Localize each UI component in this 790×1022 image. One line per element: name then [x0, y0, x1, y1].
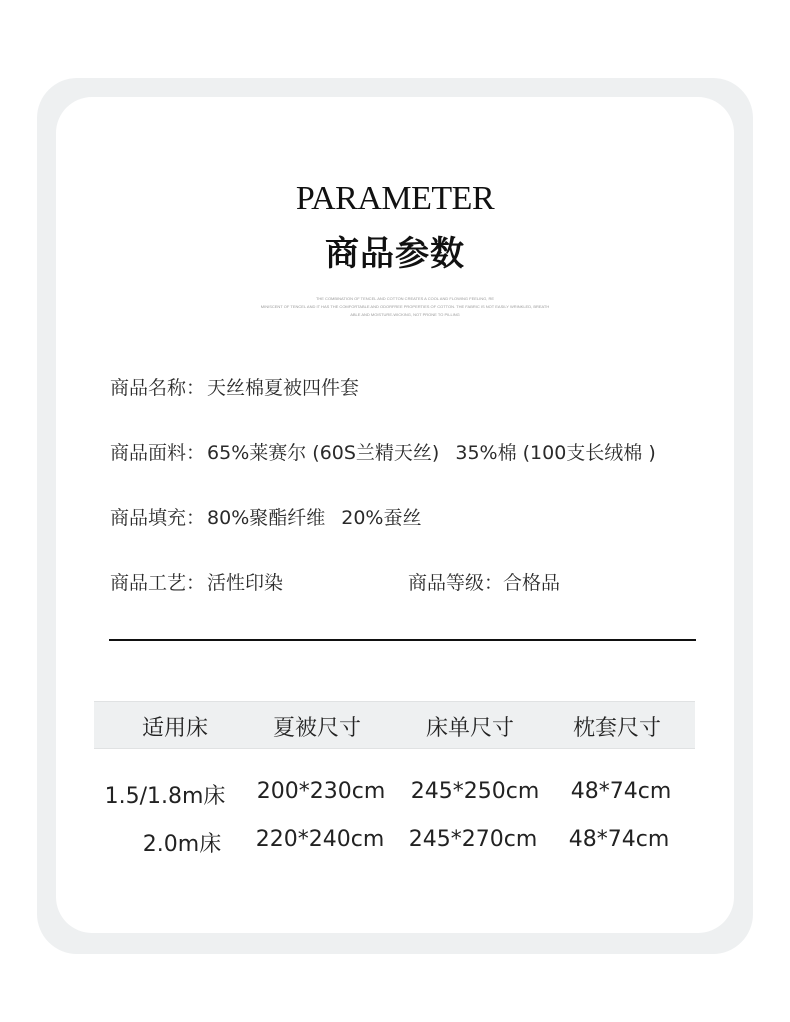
param-label: 商品等级： — [408, 572, 504, 594]
param-label: 商品面料： — [110, 442, 206, 464]
param-row-craft — [110, 568, 283, 595]
title-english: PARAMETER — [295, 180, 495, 217]
param-row-fabric — [110, 438, 656, 465]
param-row-filling — [110, 503, 421, 530]
size-table-cell: 1.5/1.8m床 — [104, 784, 226, 809]
fine-print-line: THE COMBINATION OF TENCEL AND COTTON CREATES A COOL AND FLOWING FEELING, RE — [315, 296, 495, 301]
fine-print-line: MINISCENT OF TENCEL AND IT HAS THE COMFORTABLE AND ODORFREE PROPERTIES OF COTTON. THE FABRIC IS NOT EASILY WRINKLED, BREATH — [260, 304, 550, 309]
param-value: 合格品 — [503, 572, 561, 594]
size-table-cell: 48*74cm — [570, 779, 672, 804]
param-value: 活性印染 — [207, 572, 284, 594]
size-table-header-cell: 适用床 — [141, 716, 209, 741]
param-value: 天丝棉夏被四件套 — [207, 377, 360, 399]
param-value: 80%聚酯纤维 — [207, 507, 326, 529]
size-table-cell: 48*74cm — [568, 827, 670, 852]
size-table-cell: 245*250cm — [410, 779, 540, 804]
size-table-header-cell: 夏被尺寸 — [272, 716, 362, 741]
size-table-header-cell: 枕套尺寸 — [572, 716, 662, 741]
size-table-cell: 2.0m床 — [142, 832, 222, 857]
param-label: 商品填充： — [110, 507, 206, 529]
param-label: 商品名称： — [110, 377, 206, 399]
size-table-header-cell: 床单尺寸 — [425, 716, 515, 741]
param-label: 商品工艺： — [110, 572, 206, 594]
param-row-grade — [408, 568, 560, 595]
param-value: 20%蚕丝 — [341, 507, 422, 529]
fine-print-line: ABLE AND MOISTURE-WICKING, NOT PRONE TO PILLING — [350, 312, 460, 317]
section-divider — [109, 639, 696, 641]
param-value: 35%棉 (100支长绒棉 ) — [455, 442, 656, 464]
title-chinese: 商品参数 — [325, 234, 465, 274]
param-value: 65%莱赛尔 (60S兰精天丝) — [207, 442, 440, 464]
param-row-product-name — [110, 373, 359, 400]
size-table-cell: 200*230cm — [256, 779, 386, 804]
size-table-cell: 245*270cm — [408, 827, 538, 852]
fine-print-description — [260, 295, 550, 319]
size-table-cell: 220*240cm — [255, 827, 385, 852]
